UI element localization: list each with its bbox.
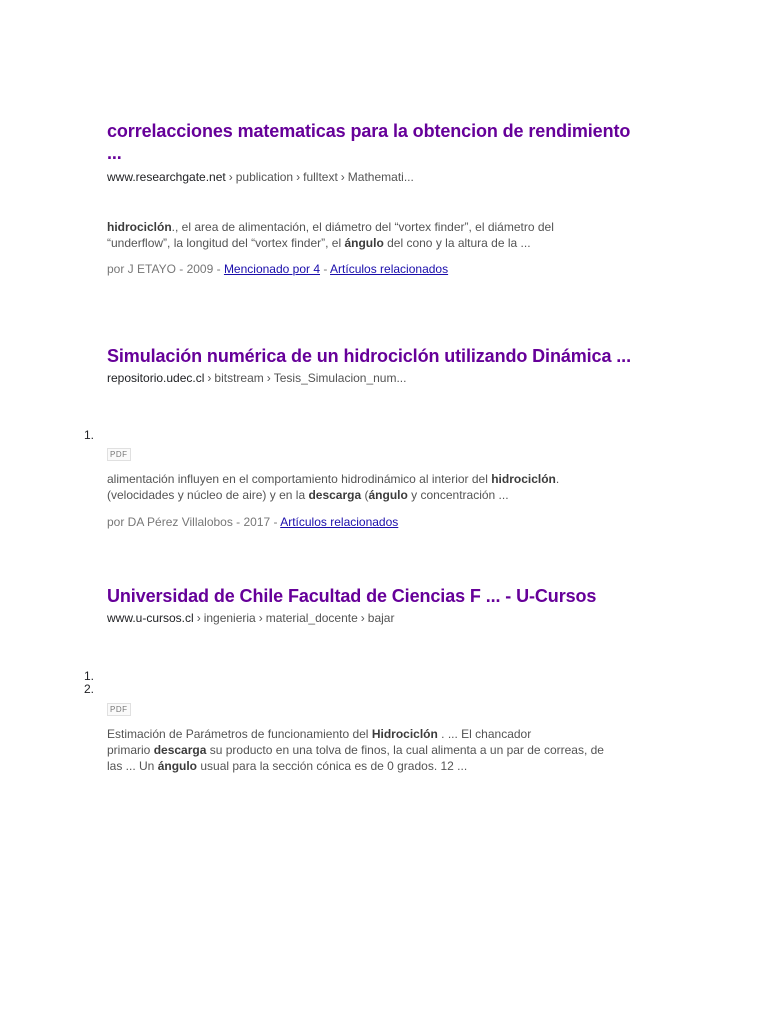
result-title-link[interactable] [107, 120, 667, 164]
meta-separator: - [320, 262, 331, 276]
breadcrumb-segment: bajar [367, 611, 395, 625]
snippet-text: alimentación influyen en el comportamiento hidrodinámico al interior del [107, 472, 492, 486]
numbered-list [84, 670, 94, 696]
result-snippet [107, 726, 667, 774]
result-breadcrumb [107, 370, 667, 386]
snippet-text: ., el area de alimentación, el diámetro del “vortex finder”, el diámetro del [171, 220, 554, 234]
breadcrumb-separator: › [296, 170, 301, 184]
related-articles-link[interactable]: Artículos relacionados [330, 262, 449, 276]
snippet-text: del cono y la altura de la ... [383, 236, 531, 250]
snippet-text: Estimación de Parámetros de funcionamiento del [107, 727, 372, 741]
snippet-text: “underflow”, la longitud del “vortex finder”, el [107, 236, 345, 250]
result-meta [107, 261, 667, 277]
result-meta [107, 514, 667, 530]
snippet-text: su producto en una tolva de finos, la cual alimenta a un par de correas, de [206, 743, 604, 757]
breadcrumb-separator: › [340, 170, 345, 184]
snippet-highlight: ángulo [344, 236, 384, 250]
breadcrumb-segment: bitstream [214, 371, 264, 385]
result-domain: www.researchgate.net [107, 170, 226, 184]
list-number: 1. [84, 428, 95, 442]
result-breadcrumb [107, 610, 667, 626]
result-snippet [107, 219, 667, 251]
numbered-list [84, 429, 94, 442]
breadcrumb-separator: › [360, 611, 365, 625]
snippet-highlight: hidrociclón [491, 472, 556, 486]
snippet-highlight: hidrociclón [107, 220, 172, 234]
snippet-text: . [555, 472, 560, 486]
snippet-text: y concentración ... [407, 488, 509, 502]
result-snippet [107, 471, 667, 503]
result-domain: www.u-cursos.cl [107, 611, 194, 625]
breadcrumb-segment: material_docente [265, 611, 358, 625]
snippet-highlight: ángulo [368, 488, 408, 502]
breadcrumb-segment: publication [235, 170, 294, 184]
result-author-year: por J ETAYO - 2009 - [107, 262, 224, 276]
result-title-line1[interactable]: correlacciones matematicas para la obtencion de rendimiento [107, 121, 631, 141]
search-result-2 [107, 345, 667, 386]
breadcrumb-separator: › [207, 371, 212, 385]
breadcrumb-separator: › [258, 611, 263, 625]
breadcrumb-separator: › [228, 170, 233, 184]
search-result-2-body [107, 444, 667, 530]
breadcrumb-separator: › [266, 371, 271, 385]
snippet-text: usual para la sección cónica es de 0 grados. 12 ... [197, 759, 468, 773]
result-title-link[interactable]: Simulación numérica de un hidrociclón utilizando Dinámica ... [107, 346, 631, 366]
result-title-line2[interactable]: ... [107, 143, 122, 163]
snippet-text: las ... Un [107, 759, 158, 773]
cited-by-link[interactable]: Mencionado por 4 [223, 262, 321, 276]
breadcrumb-segment: Tesis_Simulacion_num... [273, 371, 407, 385]
snippet-text: . ... El chancador [437, 727, 532, 741]
result-author-year: por DA Pérez Villalobos - 2017 - [107, 515, 281, 529]
result-domain: repositorio.udec.cl [107, 371, 205, 385]
snippet-highlight: descarga [153, 743, 207, 757]
breadcrumb-segment: fulltext [303, 170, 338, 184]
snippet-highlight: ángulo [157, 759, 198, 773]
breadcrumb-segment: ingenieria [203, 611, 256, 625]
result-breadcrumb [107, 169, 667, 185]
pdf-badge: PDF [107, 448, 131, 461]
search-result-3 [107, 585, 667, 626]
result-title-link[interactable]: Universidad de Chile Facultad de Ciencias F ... - U-Cursos [107, 586, 597, 606]
list-number: 2. [84, 682, 95, 696]
search-result-3-body [107, 699, 667, 774]
snippet-text: primario [107, 743, 154, 757]
search-result-1 [107, 120, 667, 277]
breadcrumb-separator: › [196, 611, 201, 625]
list-number: 1. [84, 669, 95, 683]
snippet-text: (velocidades y núcleo de aire) y en la [107, 488, 309, 502]
pdf-badge: PDF [107, 703, 131, 716]
breadcrumb-segment: Mathemati... [347, 170, 414, 184]
snippet-highlight: Hidrociclón [371, 727, 438, 741]
snippet-highlight: descarga [308, 488, 362, 502]
related-articles-link[interactable]: Artículos relacionados [280, 515, 399, 529]
snippet-text: ( [361, 488, 369, 502]
